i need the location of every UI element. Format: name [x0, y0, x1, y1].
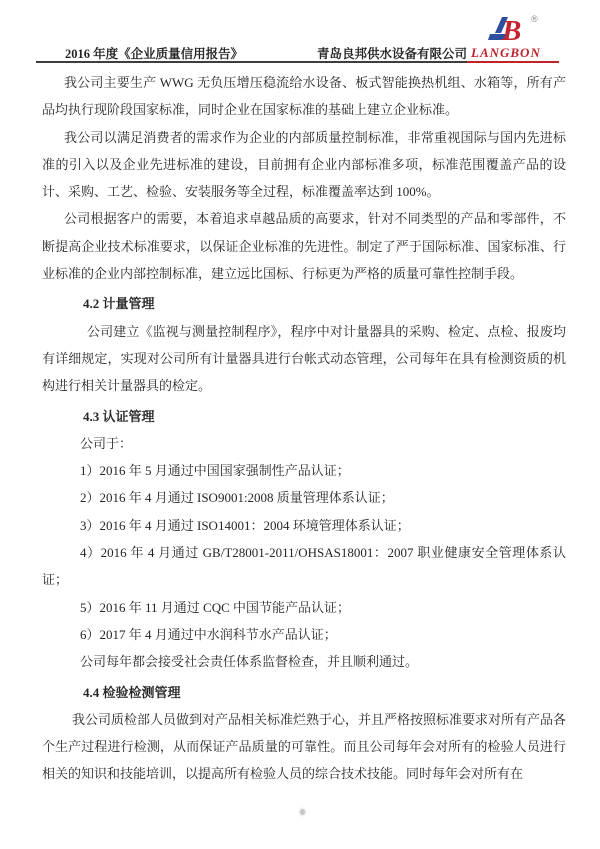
- paragraph-standards-overview: 我公司主要生产 WWG 无负压增压稳流给水设备、板式智能换热机组、水箱等，所有产品均执行现阶段国家标准，同时企业在国家标准的基础上建立企业标准。: [42, 75, 566, 118]
- section-heading-4-3: 4.3 认证管理: [83, 408, 155, 424]
- section-heading-4-2: 4.2 计量管理: [83, 296, 155, 312]
- svg-text:B: B: [502, 15, 522, 45]
- cert-list-item-1: 1）2016 年 5 月通过中国国家强制性产品认证；: [80, 463, 350, 479]
- paragraph-measurement-management: 公司建立《监视与测量控制程序》，程序中对计量器具的采购、检定、点检、报废均有详细规定，实现对公司所有计量器具进行台帐式动态管理，公司每年在具有检测资质的机构进行相关计量器具的检定。: [42, 323, 566, 394]
- scan-artifact: [300, 809, 305, 815]
- document-body: [42, 69, 566, 788]
- cert-list-item-6: 6）2017 年 4 月通过中水润科节水产品认证；: [80, 626, 337, 642]
- registered-trademark-icon: ®: [531, 14, 538, 24]
- header-divider: [36, 61, 467, 63]
- certification-intro: 公司于：: [80, 435, 133, 451]
- section-heading-4-4: 4.4 检验检测管理: [83, 684, 181, 700]
- company-name: 青岛良邦供水设备有限公司: [316, 47, 467, 61]
- paragraph-internal-standards: 我公司以满足消费者的需求作为企业的内部质量控制标准，非常重视国际与国内先进标准的引入以及企业先进标准的建设，目前拥有企业内部标准多项，标准范围覆盖产品的设计、采购、工艺、检验、安装服务等全过程，标准覆盖率达到 100%。: [42, 129, 566, 200]
- report-title: 2016 年度《企业质量信用报告》: [65, 47, 244, 61]
- cert-list-item-3: 3）2016 年 4 月通过 ISO14001：2004 环境管理体系认证；: [80, 517, 410, 533]
- header-divider-red-segment: [467, 61, 559, 63]
- cert-list-item-5: 5）2016 年 11 月通过 CQC 中国节能产品认证；: [80, 599, 350, 615]
- certification-closing: 公司每年都会接受社会责任体系监督检查，并且顺利通过。: [80, 654, 419, 670]
- cert-list-item-4: 4）2016 年 4 月通过 GB/T28001-2011/OHSAS18001：2007 职业健康安全管理体系认证；: [42, 545, 566, 588]
- paragraph-customer-standards: 公司根据客户的需要，本着追求卓越品质的高要求，针对不同类型的产品和零部件，不断提高企业技术标准要求，以保证企业标准的先进性。制定了严于国际标准、国家标准、行业标准的企业内部控制标准，建立远比国标、行标更为严格的质量可靠性控制手段。: [42, 211, 566, 282]
- paragraph-inspection-management: 我公司质检部人员做到对产品相关标准烂熟于心，并且严格按照标准要求对所有产品各个生产过程进行检测，从而保证产品质量的可靠性。而且公司每年会对所有的检验人员进行相关的知识和技能培训，以提高所有检验人员的综合技术技能。同时每年会对所有在: [42, 711, 567, 782]
- cert-list-item-2: 2）2016 年 4 月通过 ISO9001:2008 质量管理体系认证；: [80, 490, 394, 506]
- langbon-logo-icon: [483, 13, 529, 45]
- logo-wordmark: LANGBON: [471, 45, 541, 60]
